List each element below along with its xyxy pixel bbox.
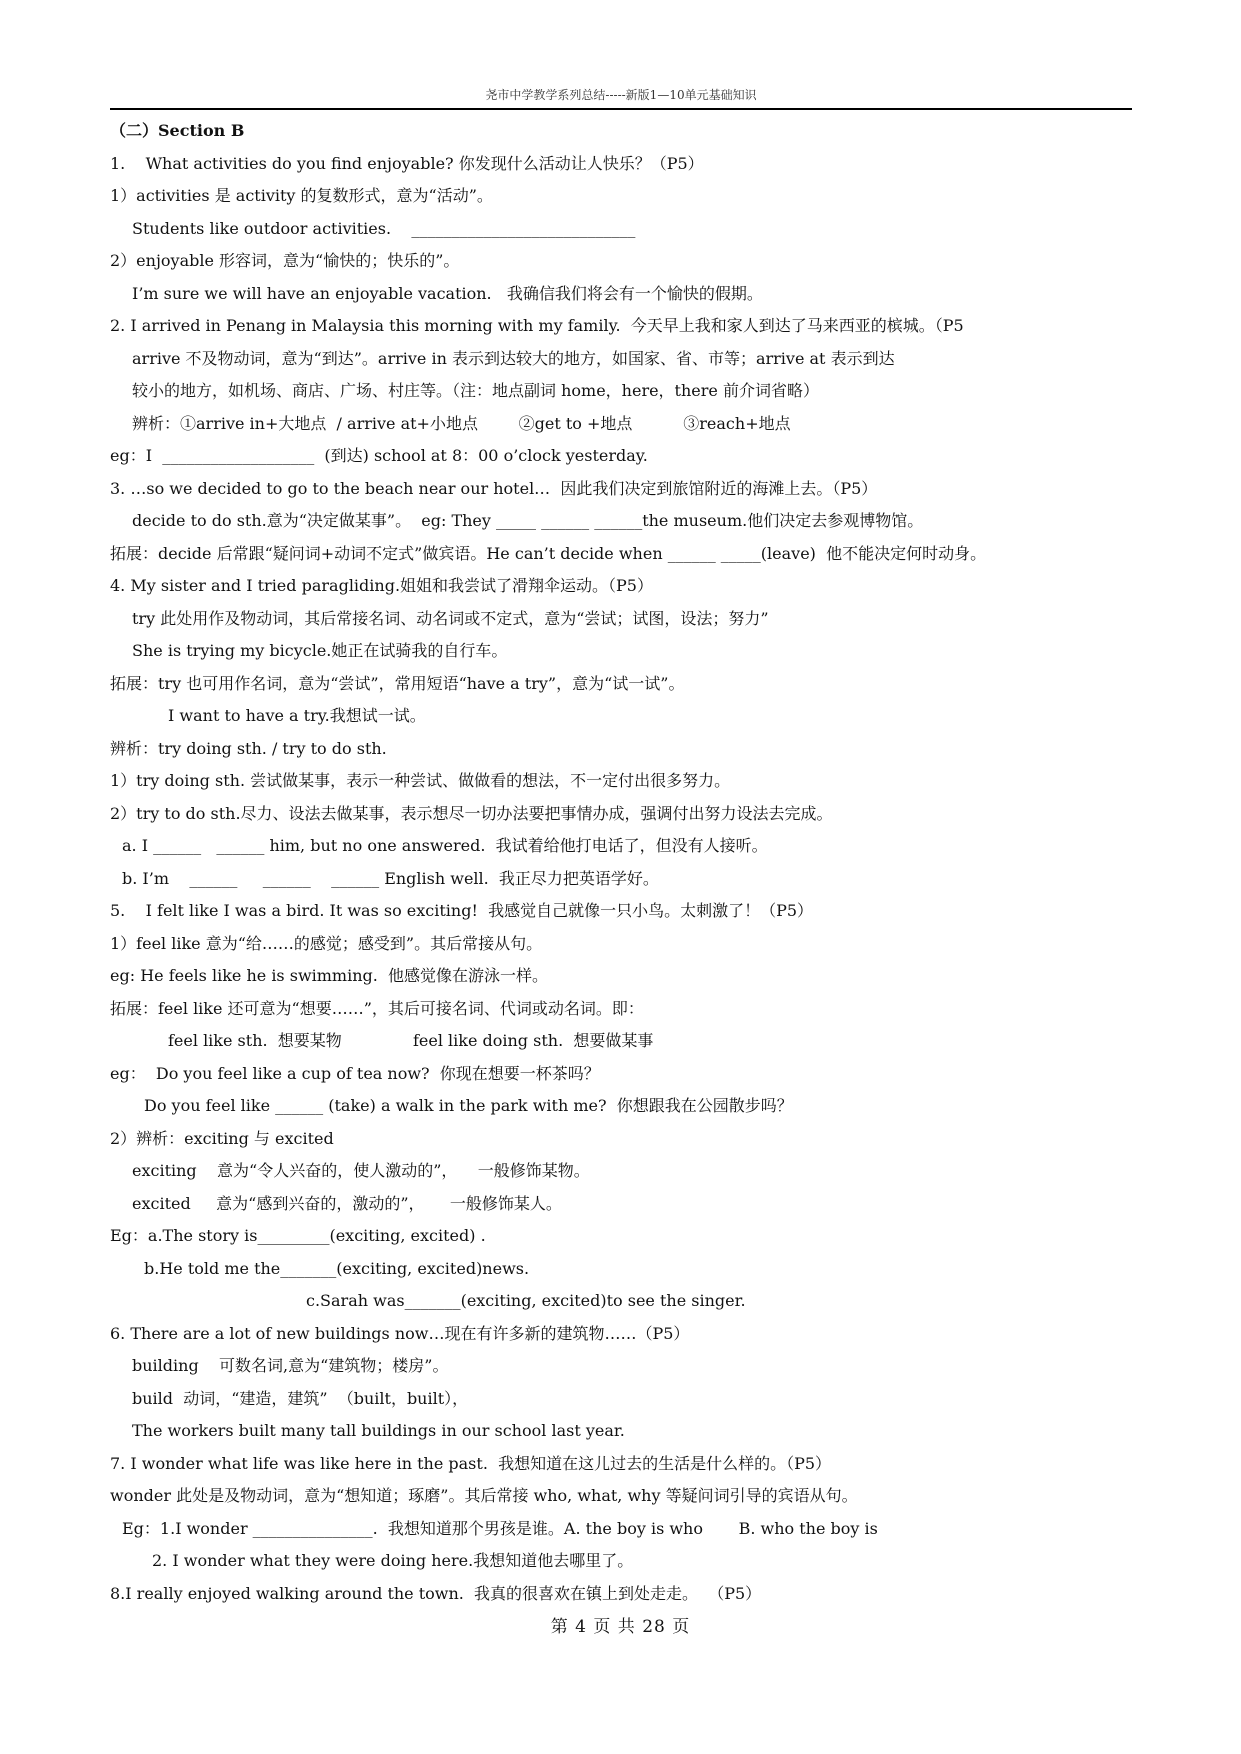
text-line: wonder 此处是及物动词，意为“想知道；琢磨”。其后常接 who, what, why 等疑问词引导的宾语从句。 — [110, 1486, 858, 1505]
text-line: Do you feel like ______ (take) a walk in the park with me? 你想跟我在公园散步吗？ — [144, 1096, 793, 1115]
text-line: 1）try doing sth. 尝试做某事，表示一种尝试、做做看的想法，不一定付出很多努力。 — [110, 771, 731, 790]
text-line: b.He told me the_______(exciting, excited)news. — [144, 1258, 530, 1278]
text-line: 拓展：decide 后常跟“疑问词+动词不定式”做宾语。He can’t decide when ______ _____(leave) 他不能决定何时动身。 — [110, 543, 987, 563]
text-line: try 此处用作及物动词，其后常接名词、动名词或不定式，意为“尝试；试图，设法；努力” — [132, 608, 769, 628]
text-line: Eg：1.I wonder _______________. 我想知道那个男孩是谁。A. the boy is who B. who the boy is — [122, 1518, 878, 1538]
text-line: c.Sarah was_______(exciting, excited)to see the singer. — [306, 1291, 746, 1310]
text-line: She is trying my bicycle.她正在试骑我的自行车。 — [132, 641, 508, 660]
text-line: （二）Section B — [110, 121, 245, 140]
document-body — [110, 115, 1140, 1610]
text-line: 拓展：try 也可用作名词，意为“尝试”，常用短语“have a try”，意为“试一试”。 — [110, 673, 685, 693]
text-line: 2）enjoyable 形容词，意为“愉快的；快乐的”。 — [110, 251, 460, 270]
text-line: building 可数名词,意为“建筑物；楼房”。 — [132, 1356, 449, 1375]
text-line: excited 意为“感到兴奋的，激动的”， 一般修饰某人。 — [132, 1193, 562, 1213]
text-line: I want to have a try.我想试一试。 — [168, 706, 426, 725]
text-line: 辨析：①arrive in+大地点 / arrive at+小地点 ②get to +地点 ③reach+地点 — [132, 413, 791, 433]
text-line: 2）辨析：exciting 与 excited — [110, 1128, 334, 1148]
text-line: eg：I ___________________ (到达) school at 8：00 o’clock yesterday. — [110, 446, 648, 465]
text-line: 2. I arrived in Penang in Malaysia this morning with my family. 今天早上我和家人到达了马来西亚的槟城。（P5 — [110, 316, 964, 335]
page-footer: 第 4 页 共 28 页 — [550, 1617, 691, 1637]
text-line: b. I’m ______ ______ ______ English well. 我正尽力把英语学好。 — [122, 868, 659, 888]
text-line: 辨析：try doing sth. / try to do sth. — [110, 738, 387, 758]
text-line: arrive 不及物动词，意为“到达”。arrive in 表示到达较大的地方，如国家、省、市等；arrive at 表示到达 — [132, 348, 895, 368]
text-line: 1. What activities do you find enjoyable? 你发现什么活动让人快乐？（P5） — [110, 153, 704, 173]
text-line: exciting 意为“令人兴奋的，使人激动的”， 一般修饰某物。 — [132, 1161, 590, 1180]
page-header: 尧市中学教学系列总结-----新版1—10单元基础知识 — [110, 86, 1132, 110]
text-line: eg： Do you feel like a cup of tea now? 你现在想要一杯茶吗？ — [110, 1063, 600, 1083]
text-line: Eg：a.The story is_________(exciting, excited) . — [110, 1226, 486, 1245]
text-line: 2）try to do sth.尽力、设法去做某事，表示想尽一切办法要把事情办成，强调付出努力设法去完成。 — [110, 803, 833, 823]
text-line: decide to do sth.意为“决定做某事”。 eg: They _____ ______ ______the museum.他们决定去参观博物馆。 — [132, 511, 924, 530]
text-line: 1）activities 是 activity 的复数形式，意为“活动”。 — [110, 186, 493, 205]
text-line: 7. I wonder what life was like here in the past. 我想知道在这儿过去的生活是什么样的。（P5） — [110, 1453, 832, 1473]
text-line: The workers built many tall buildings in our school last year. — [132, 1421, 625, 1440]
text-line: 3. …so we decided to go to the beach near our hotel… 因此我们决定到旅馆附近的海滩上去。（P5） — [110, 478, 878, 498]
text-line: 5. I felt like I was a bird. It was so exciting! 我感觉自己就像一只小鸟。太刺激了！（P5） — [110, 901, 814, 920]
text-line: Students like outdoor activities. ____________________________ — [132, 218, 636, 238]
text-line: 拓展：feel like 还可意为“想要……”，其后可接名词、代词或动名词。即： — [110, 998, 644, 1018]
text-line: I’m sure we will have an enjoyable vacation. 我确信我们将会有一个愉快的假期。 — [132, 283, 763, 303]
text-line: build 动词，“建造，建筑” （built，built）， — [132, 1388, 469, 1408]
text-line: 2. I wonder what they were doing here.我想知道他去哪里了。 — [152, 1551, 634, 1570]
text-line: a. I ______ ______ him, but no one answered. 我试着给他打电话了，但没有人接听。 — [122, 836, 768, 855]
text-line: 1）feel like 意为“给……的感觉；感受到”。其后常接从句。 — [110, 933, 543, 953]
text-line: 较小的地方，如机场、商店、广场、村庄等。（注：地点副词 home，here，there 前介词省略） — [132, 381, 819, 400]
text-line: 4. My sister and I tried paragliding.姐姐和我尝试了滑翔伞运动。（P5） — [110, 576, 653, 595]
text-line: 8.I really enjoyed walking around the town. 我真的很喜欢在镇上到处走走。 （P5） — [110, 1583, 762, 1603]
text-line: 6. There are a lot of new buildings now…现在有许多新的建筑物……（P5） — [110, 1323, 690, 1343]
text-line: feel like sth. 想要某物 feel like doing sth. 想要做某事 — [168, 1031, 654, 1050]
text-line: eg: He feels like he is swimming. 他感觉像在游泳一样。 — [110, 966, 549, 985]
